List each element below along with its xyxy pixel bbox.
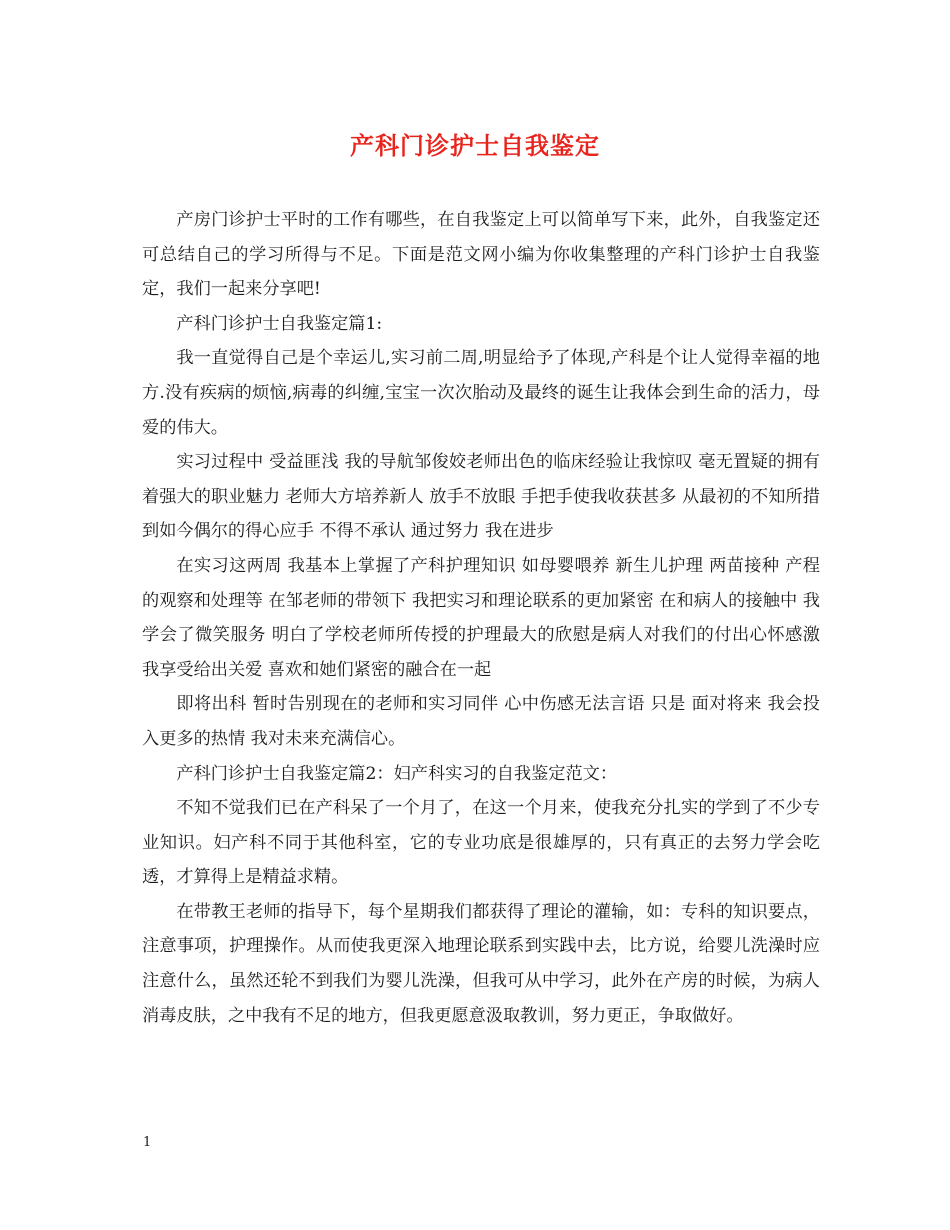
paragraph: 实习过程中 受益匪浅 我的导航邹俊姣老师出色的临床经验让我惊叹 毫无置疑的拥有着强大的职业魅力 老师大方培养新人 放手不放眼 手把手使我收获甚多 从最初的不知所措到如今偶尔的得心应手 不得不承认 通过努力 我在进步 — [142, 452, 820, 542]
paragraph: 在带教王老师的指导下，每个星期我们都获得了理论的灌输，如：专科的知识要点，注意事项，护理操作。从而使我更深入地理论联系到实践中去，比方说，给婴儿洗澡时应注意什么，虽然还轮不到我们为婴儿洗澡，但我可从中学习，此外在产房的时候，为病人消毒皮肤，之中我有不足的地方，但我更愿意汲取教训，努力更正，争取做好。 — [142, 901, 820, 1026]
page-number: 1 — [143, 1135, 152, 1150]
paragraph: 我一直觉得自己是个幸运儿,实习前二周,明显给予了体现,产科是个让人觉得幸福的地方.没有疾病的烦恼,病毒的纠缠,宝宝一次次胎动及最终的诞生让我体会到生命的活力，母爱的伟大。 — [142, 348, 820, 438]
section-heading-2: 产科门诊护士自我鉴定篇2：妇产科实习的自我鉴定范文： — [176, 763, 618, 784]
document-title: 产科门诊护士自我鉴定 — [350, 131, 600, 160]
paragraph: 不知不觉我们已在产科呆了一个月了，在这一个月来，使我充分扎实的学到了不少专业知识。妇产科不同于其他科室，它的专业功底是很雄厚的，只有真正的去努力学会吃透，才算得上是精益求精。 — [142, 798, 820, 888]
paragraph: 在实习这两周 我基本上掌握了产科护理知识 如母婴喂养 新生儿护理 两苗接种 产程的观察和处理等 在邹老师的带领下 我把实习和理论联系的更加紧密 在和病人的接触中 我学会了微笑服务 明白了学校老师所传授的护理最大的欣慰是病人对我们的付出心怀感激 我享受给出关爱 喜欢和她们紧密的融合在一起 — [142, 555, 820, 680]
document-body — [142, 203, 820, 1033]
paragraph: 即将出科 暂时告别现在的老师和实习同伴 心中伤感无法言语 只是 面对将来 我会投入更多的热情 我对未来充满信心。 — [142, 694, 820, 749]
paragraph-intro: 产房门诊护士平时的工作有哪些，在自我鉴定上可以简单写下来，此外，自我鉴定还可总结自己的学习所得与不足。下面是范文网小编为你收集整理的产科门诊护士自我鉴定，我们一起来分享吧! — [142, 210, 820, 300]
section-heading-1: 产科门诊护士自我鉴定篇1: — [176, 313, 383, 334]
